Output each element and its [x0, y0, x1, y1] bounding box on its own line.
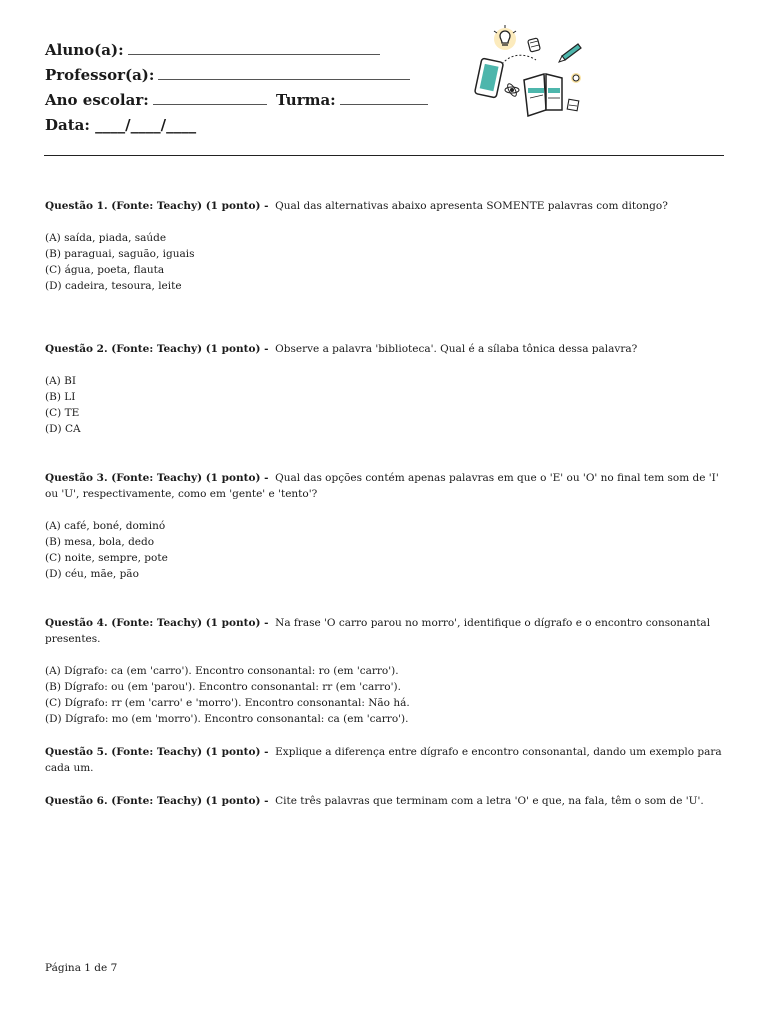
atom-icon [505, 82, 519, 97]
question-4-text: Na frase 'O carro parou no morro', identifique o dígrafo e o encontro consonantal presentes. [45, 617, 711, 645]
lightbulb-icon [494, 25, 516, 50]
aluno-field[interactable] [128, 41, 380, 55]
question-6-label: Questão 6. (Fonte: Teachy) (1 ponto) - [45, 795, 269, 807]
ano-label: Ano escolar: [45, 91, 149, 109]
option-b[interactable]: (B) mesa, bola, dedo [45, 536, 155, 548]
question-6-text: Cite três palavras que terminam com a letra 'O' e que, na fala, têm o som de 'U'. [275, 795, 704, 807]
pencil-icon [559, 44, 581, 62]
option-a[interactable]: (A) BI [45, 375, 76, 387]
question-1-label: Questão 1. (Fonte: Teachy) (1 ponto) - [45, 200, 269, 212]
option-d[interactable]: (D) Dígrafo: mo (em 'morro'). Encontro consonantal: ca (em 'carro'). [45, 713, 409, 725]
aluno-label: Aluno(a): [45, 41, 124, 59]
question-4-label: Questão 4. (Fonte: Teachy) (1 ponto) - [45, 617, 269, 629]
option-d[interactable]: (D) cadeira, tesoura, leite [45, 280, 182, 292]
professor-field[interactable] [158, 66, 410, 80]
page-number: Página 1 de 7 [45, 962, 118, 974]
option-a[interactable]: (A) Dígrafo: ca (em 'carro'). Encontro consonantal: ro (em 'carro'). [45, 665, 399, 677]
question-2-options [45, 373, 725, 437]
small-bulb-icon [571, 73, 581, 83]
data-field[interactable]: ____/____/____ [95, 116, 197, 134]
open-book-icon [524, 74, 562, 116]
option-a[interactable]: (A) café, boné, dominó [45, 520, 166, 532]
option-d[interactable]: (D) céu, mãe, pão [45, 568, 139, 580]
question-5-label: Questão 5. (Fonte: Teachy) (1 ponto) - [45, 746, 269, 758]
data-label: Data: [45, 116, 90, 134]
header-divider [44, 155, 724, 156]
aluno-row [45, 38, 445, 63]
data-row [45, 113, 445, 138]
study-illustration-logo [472, 22, 587, 122]
option-b[interactable]: (B) Dígrafo: ou (em 'parou'). Encontro consonantal: rr (em 'carro'). [45, 681, 401, 693]
question-1 [45, 198, 725, 294]
option-d[interactable]: (D) CA [45, 423, 81, 435]
puzzle-icon [567, 99, 579, 111]
question-4-options [45, 663, 725, 727]
turma-field[interactable] [340, 91, 428, 105]
question-6 [45, 793, 725, 809]
question-4 [45, 615, 725, 727]
question-1-options [45, 230, 725, 294]
question-2 [45, 341, 725, 437]
question-3-text: Qual das opções contém apenas palavras em que o 'E' ou 'O' no final tem som de 'I' ou 'U', respectivamente, como em 'gente' e 'tento'? [45, 472, 719, 500]
question-3-options [45, 518, 725, 582]
globe-icon [528, 38, 541, 52]
turma-label: Turma: [276, 91, 336, 109]
tablet-icon [474, 58, 503, 98]
option-b[interactable]: (B) LI [45, 391, 76, 403]
professor-label: Professor(a): [45, 66, 155, 84]
question-3 [45, 470, 725, 582]
question-5 [45, 744, 725, 776]
option-c[interactable]: (C) TE [45, 407, 80, 419]
option-c[interactable]: (C) Dígrafo: rr (em 'carro' e 'morro'). Encontro consonantal: Não há. [45, 697, 410, 709]
question-3-label: Questão 3. (Fonte: Teachy) (1 ponto) - [45, 472, 269, 484]
option-a[interactable]: (A) saída, piada, saúde [45, 232, 167, 244]
student-info [45, 38, 445, 138]
question-1-text: Qual das alternativas abaixo apresenta SOMENTE palavras com ditongo? [275, 200, 668, 212]
question-2-text: Observe a palavra 'biblioteca'. Qual é a sílaba tônica dessa palavra? [275, 343, 638, 355]
option-b[interactable]: (B) paraguai, saguão, iguais [45, 248, 195, 260]
ano-turma-row [45, 88, 445, 113]
ano-field[interactable] [153, 91, 267, 105]
question-2-label: Questão 2. (Fonte: Teachy) (1 ponto) - [45, 343, 269, 355]
option-c[interactable]: (C) noite, sempre, pote [45, 552, 168, 564]
question-5-text: Explique a diferença entre dígrafo e encontro consonantal, dando um exemplo para cada um. [45, 746, 722, 774]
option-c[interactable]: (C) água, poeta, flauta [45, 264, 165, 276]
professor-row [45, 63, 445, 88]
